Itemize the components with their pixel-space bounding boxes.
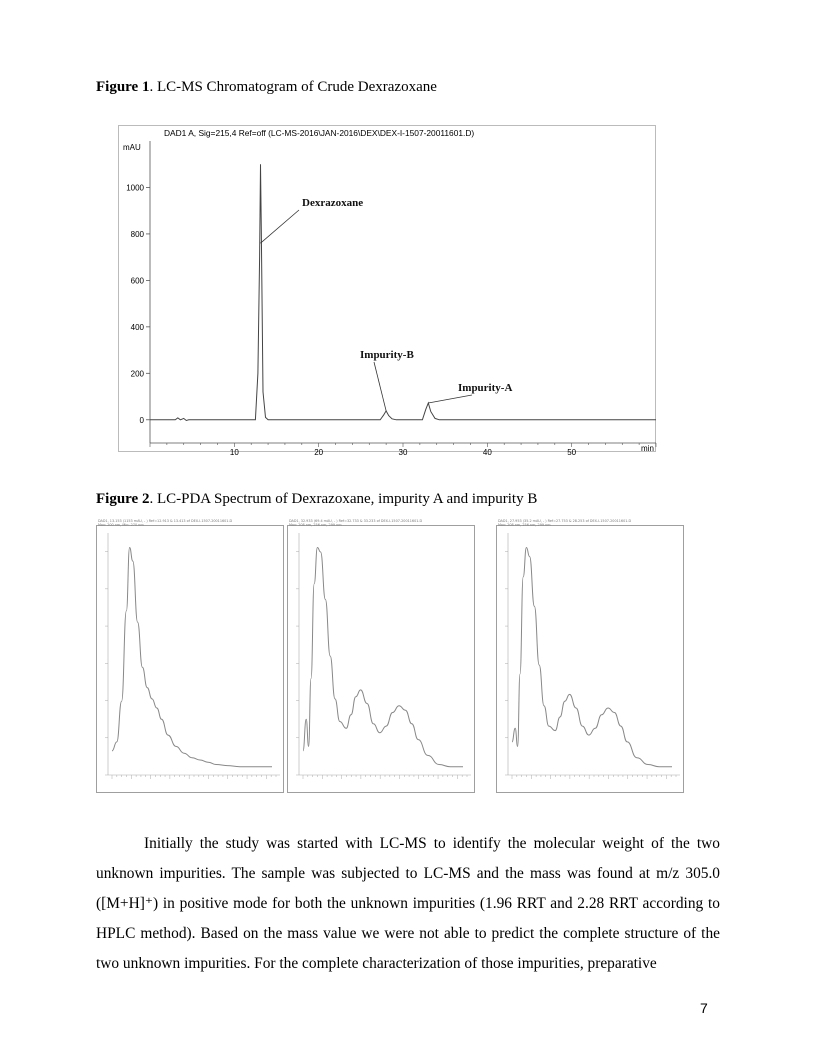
spectrum-curve	[512, 548, 672, 767]
spectrum-curve	[303, 548, 463, 767]
spectrum-axes	[105, 533, 280, 779]
x-tick-label: 40	[482, 448, 492, 457]
chromatogram-figure	[118, 125, 658, 457]
chromatogram-title: DAD1 A, Sig=215,4 Ref=off (LC-MS-2016\JAN-2016\DEX\DEX-I-1507-20011601.D)	[164, 128, 475, 138]
spectrum-frame	[97, 526, 284, 793]
y-tick-label: 400	[130, 322, 144, 332]
chromatogram-axes	[126, 141, 656, 457]
page-number: 7	[700, 1000, 708, 1016]
peak-label: Impurity-A	[458, 382, 513, 394]
chromatogram-x-axis-label: min	[641, 444, 654, 453]
figure-1-caption-text: . LC-MS Chromatogram of Crude Dexrazoxane	[149, 79, 437, 95]
peak-label: Impurity-B	[360, 349, 414, 361]
x-tick-label: 20	[314, 448, 324, 457]
spectrum-header-line-2: Max: 200 nm, Min: 270 nm	[98, 523, 144, 527]
figure-2-label: Figure 2	[96, 491, 150, 507]
body-paragraph	[96, 829, 720, 979]
y-tick-label: 0	[139, 415, 144, 425]
x-tick-label: 10	[229, 448, 239, 457]
annotation-leader-line	[428, 395, 472, 403]
spectrum-header-line-1: DAD1, 27.953 (35.2 mAU, - ) Ref=27.753 & 28.253 of DEX-I-1507-20011601.D	[498, 519, 632, 523]
figure-2-caption	[96, 491, 537, 508]
peak-label: Dexrazoxane	[302, 197, 364, 209]
y-tick-label: 1000	[126, 183, 144, 193]
chromatogram-trace	[150, 164, 656, 420]
chromatogram-border	[119, 126, 656, 452]
spectrum-curve	[112, 548, 272, 767]
chromatogram-y-axis-label: mAU	[123, 143, 141, 152]
spectrum-header-line-1: DAD1, 13.153 (1153 mAU, - ) Ref=12.913 & 13.413 of DEX-I-1507-20011601.D	[98, 519, 233, 523]
paragraph-text: Initially the study was started with LC-MS to identify the molecular weight of the two unknown impurities. The sample was subjected to LC-MS and the mass was found at m/z 305.0 ([M+H]⁺) in positive mode for both the unknown impurities (1.96 RRT and 2.28 RRT according to HPLC method). Based on the mass value we were not able to predict the complete structure of the two unknown impurities. For the complete characterization of those impurities, preparative	[96, 835, 720, 972]
y-tick-label: 600	[130, 276, 144, 286]
spectrum-header-line-1: DAD1, 32.933 (69.4 mAU, - ) Ref=32.733 & 33.233 of DEX-I-1507-20011601.D	[289, 519, 423, 523]
x-tick-label: 50	[567, 448, 577, 457]
figure-2-caption-text: . LC-PDA Spectrum of Dexrazoxane, impurity A and impurity B	[149, 491, 538, 507]
annotation-leader-line	[374, 362, 386, 411]
spectrum-header-line-2: Max: 208 nm, 256 nm, 299 nm	[498, 523, 551, 527]
figure-1-label: Figure 1	[96, 79, 150, 95]
figure-1-caption	[96, 79, 437, 96]
spectrum-impurity-a	[287, 517, 477, 795]
y-tick-label: 200	[130, 369, 144, 379]
chromatogram-annotations	[260, 197, 512, 411]
x-tick-label: 30	[398, 448, 408, 457]
spectrum-impurity-b	[496, 517, 686, 795]
spectrum-dexrazoxane	[96, 517, 286, 795]
spectrum-header-line-2: Max: 208 nm, 256 nm, 299 nm	[289, 523, 342, 527]
annotation-leader-line	[260, 210, 299, 243]
y-tick-label: 800	[130, 229, 144, 239]
